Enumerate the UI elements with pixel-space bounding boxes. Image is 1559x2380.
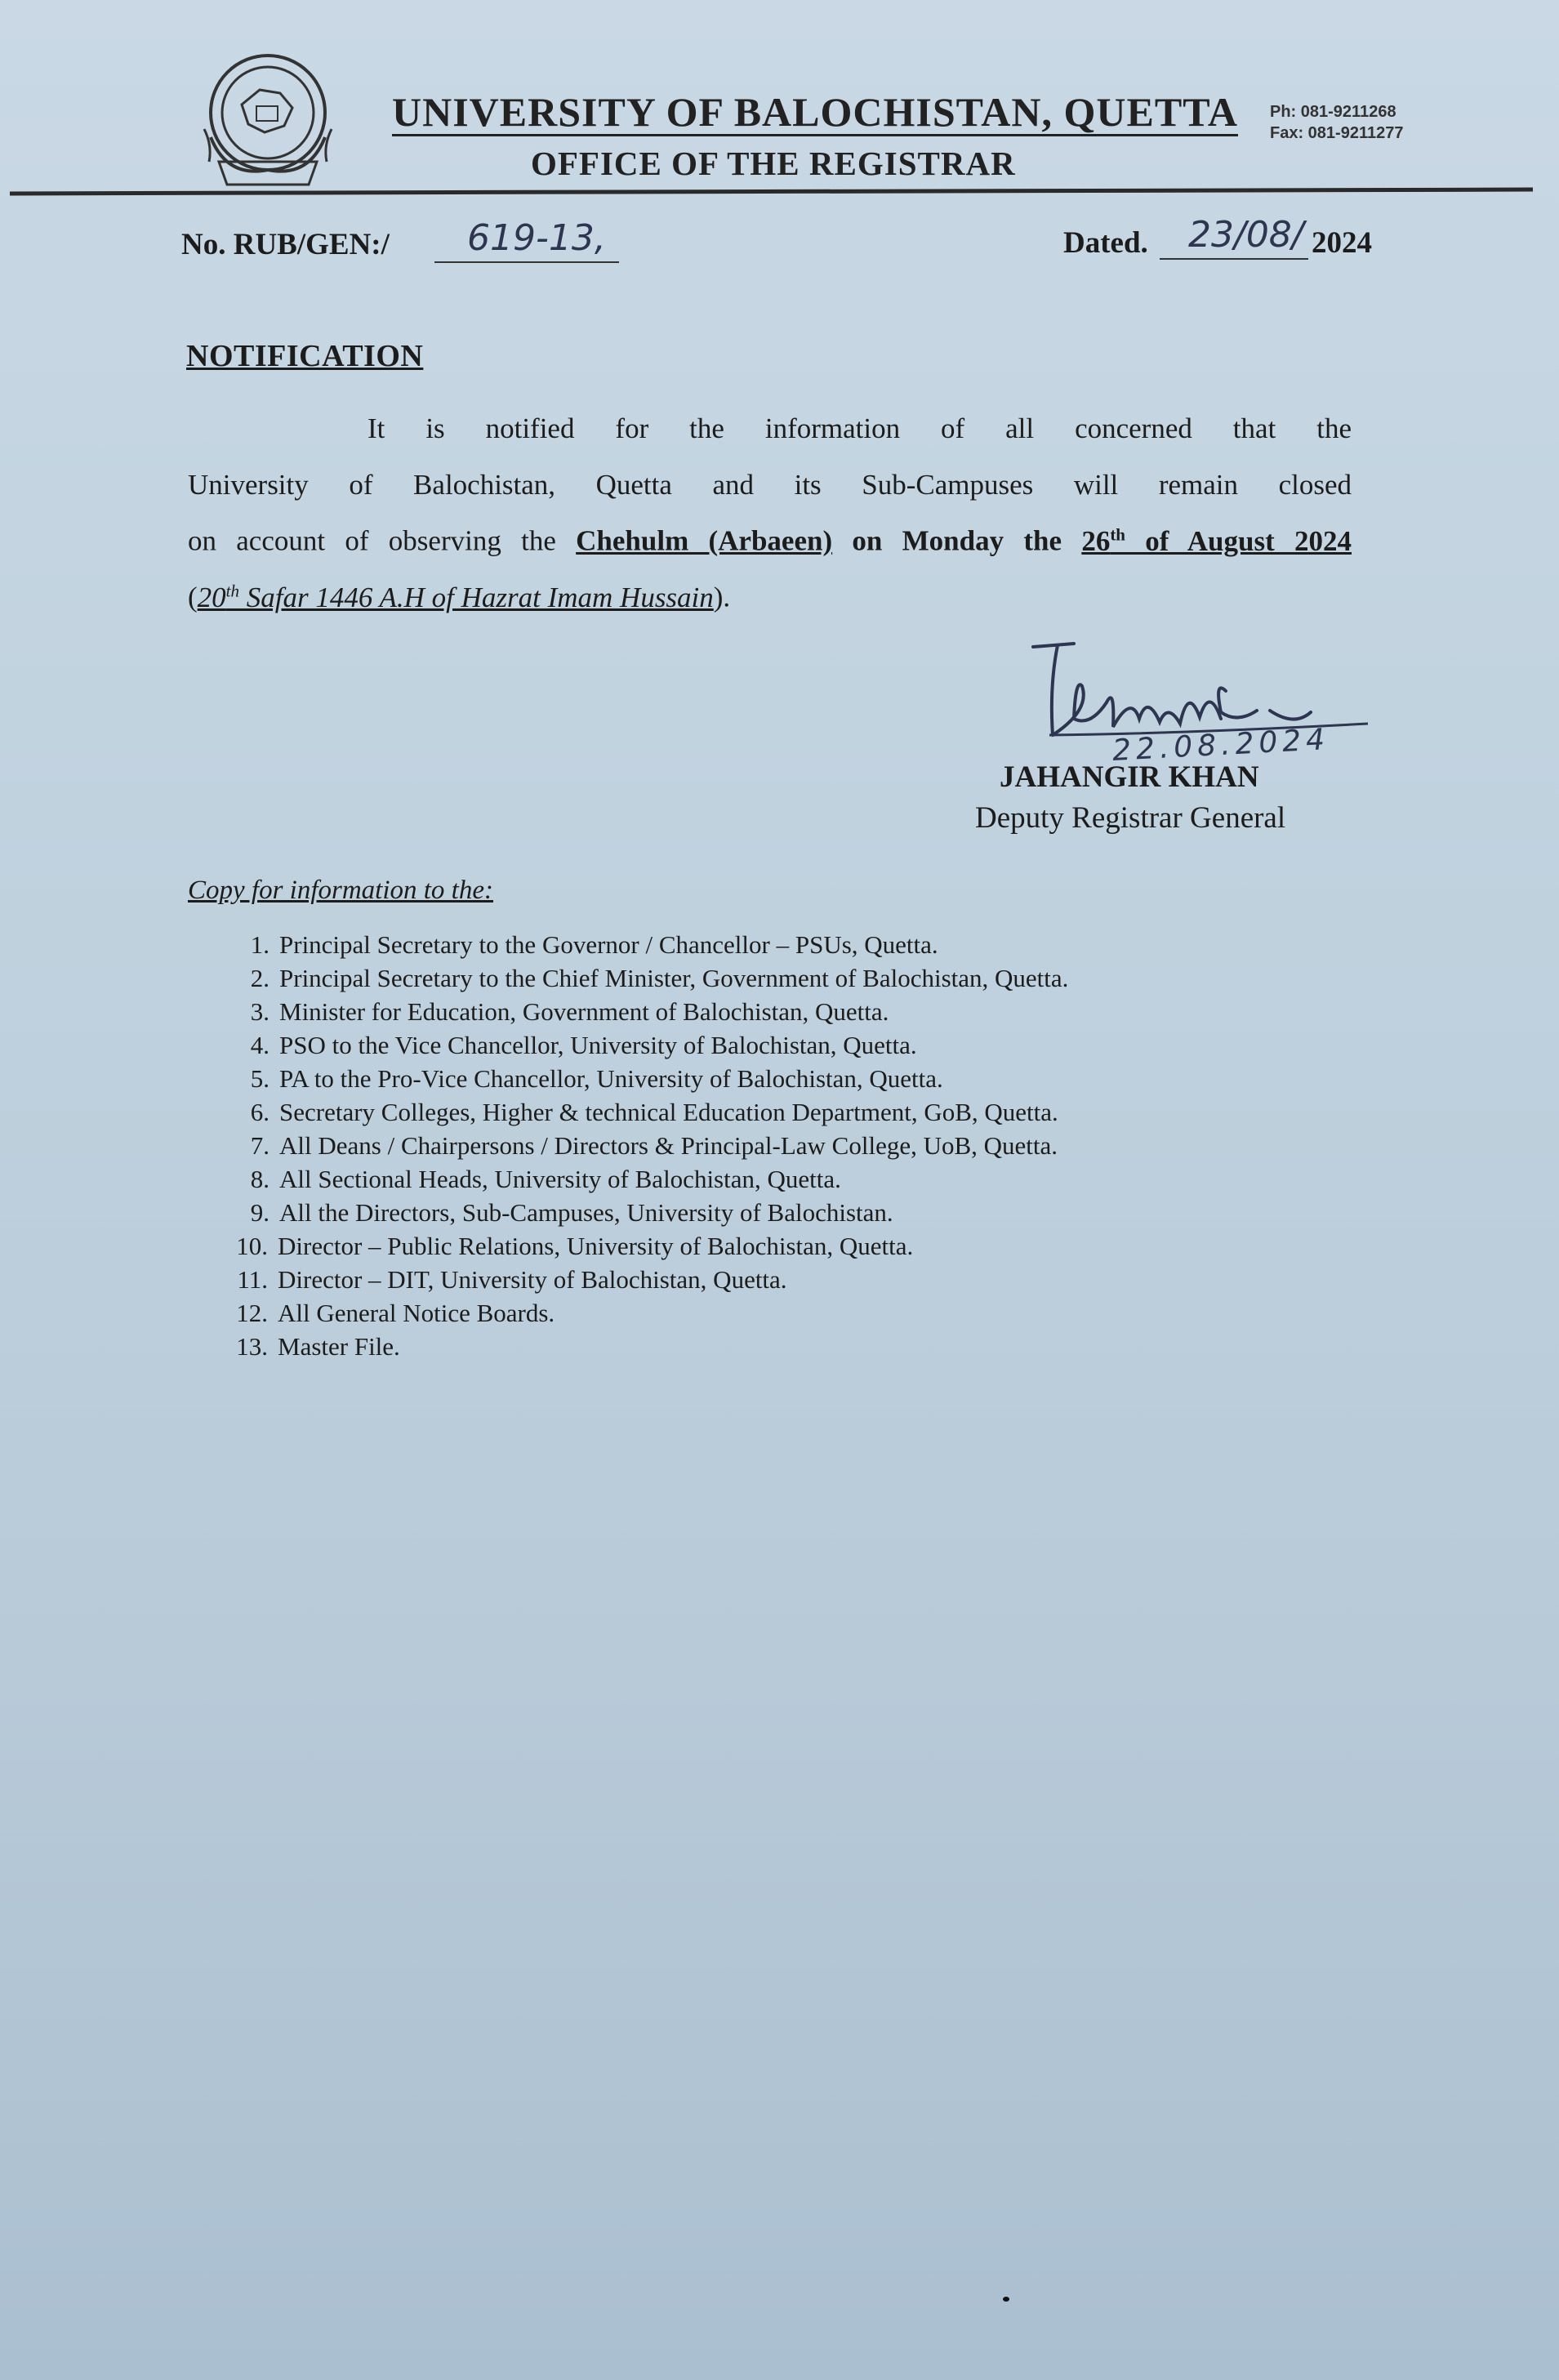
list-item: [225, 1129, 1068, 1162]
signer-title: Deputy Registrar General: [975, 801, 1286, 835]
list-item: [225, 1229, 1068, 1263]
list-item-number: 4.: [250, 1031, 269, 1059]
list-item-text: All Sectional Heads, University of Balochistan, Quetta.: [279, 1165, 841, 1193]
date-label: Dated.: [1063, 226, 1148, 260]
list-item: [225, 928, 1068, 961]
list-item: [225, 1196, 1068, 1229]
list-item-number: 9.: [250, 1198, 269, 1227]
hijri-date: 20th Safar 1446 A.H of Hazrat Imam Hussain: [197, 581, 714, 613]
event-name: Chehulm (Arbaeen): [576, 524, 833, 557]
university-title: UNIVERSITY OF BALOCHISTAN, QUETTA: [392, 89, 1238, 135]
signature-date: 22.08.2024: [1111, 723, 1331, 768]
notification-heading: NOTIFICATION: [186, 339, 424, 373]
list-item-text: Principal Secretary to the Chief Minister, Government of Balochistan, Quetta.: [279, 964, 1069, 992]
fax-number: Fax: 081-9211277: [1270, 124, 1404, 142]
list-item-number: 1.: [250, 930, 269, 959]
list-item-number: 10.: [236, 1232, 268, 1260]
list-item-text: Director – Public Relations, University of Balochistan, Quetta.: [278, 1232, 914, 1260]
list-item-number: 12.: [236, 1299, 268, 1327]
list-item-text: All General Notice Boards.: [278, 1299, 555, 1327]
list-item: [225, 1095, 1068, 1129]
body-line-2: University of Balochistan, Quetta and its Sub-Campuses will remain closed: [188, 469, 1352, 501]
list-item-number: 2.: [250, 964, 269, 992]
list-item-number: 6.: [250, 1098, 269, 1126]
list-item-text: PA to the Pro-Vice Chancellor, University of Balochistan, Quetta.: [279, 1064, 943, 1093]
copy-heading: Copy for information to the:: [188, 876, 493, 905]
body-line-4: (20th Safar 1446 A.H of Hazrat Imam Hussain).: [188, 581, 731, 613]
list-item-text: Secretary Colleges, Higher & technical Education Department, GoB, Quetta.: [279, 1098, 1058, 1126]
list-item-text: Master File.: [278, 1332, 400, 1361]
body-text: on account of observing the: [188, 524, 556, 557]
ink-speck: [1003, 2297, 1009, 2302]
list-item: [225, 995, 1068, 1028]
list-item: [225, 1330, 1068, 1363]
list-item-text: Minister for Education, Government of Balochistan, Quetta.: [279, 997, 889, 1026]
university-seal-icon: [194, 47, 341, 194]
list-item: [225, 1028, 1068, 1062]
list-item-text: Director – DIT, University of Balochistan, Quetta.: [278, 1265, 787, 1294]
date-year: 2024: [1312, 226, 1372, 260]
list-item-text: All Deans / Chairpersons / Directors & Principal-Law College, UoB, Quetta.: [279, 1131, 1058, 1160]
phone-number: Ph: 081-9211268: [1270, 103, 1396, 121]
list-item-number: 8.: [250, 1165, 269, 1193]
body-line-3: [188, 524, 1352, 558]
list-item-number: 7.: [250, 1131, 269, 1160]
office-title: OFFICE OF THE REGISTRAR: [531, 145, 1016, 182]
list-item: [225, 1162, 1068, 1196]
signer-name: JAHANGIR KHAN: [1000, 760, 1259, 794]
list-item: [225, 1296, 1068, 1330]
list-item-number: 5.: [250, 1064, 269, 1093]
list-item-text: PSO to the Vice Chancellor, University of Balochistan, Quetta.: [279, 1031, 917, 1059]
body-text: on Monday the: [852, 524, 1062, 557]
list-item: [225, 1062, 1068, 1095]
list-item-text: All the Directors, Sub-Campuses, University of Balochistan.: [279, 1198, 893, 1227]
closure-date: 26th of August 2024: [1081, 524, 1352, 557]
list-item-number: 13.: [236, 1332, 268, 1361]
date-handwritten: 23/08/: [1160, 212, 1308, 260]
body-line-1: It is notified for the information of all concerned that the: [367, 412, 1352, 444]
list-item: [225, 1263, 1068, 1296]
list-item-number: 11.: [237, 1265, 268, 1294]
list-item-text: Principal Secretary to the Governor / Chancellor – PSUs, Quetta.: [279, 930, 938, 959]
copy-list: [225, 928, 1068, 1363]
reference-label: No. RUB/GEN:/: [181, 228, 390, 261]
reference-number: 619-13,: [434, 216, 619, 263]
list-item-number: 3.: [250, 997, 269, 1026]
list-item: [225, 961, 1068, 995]
